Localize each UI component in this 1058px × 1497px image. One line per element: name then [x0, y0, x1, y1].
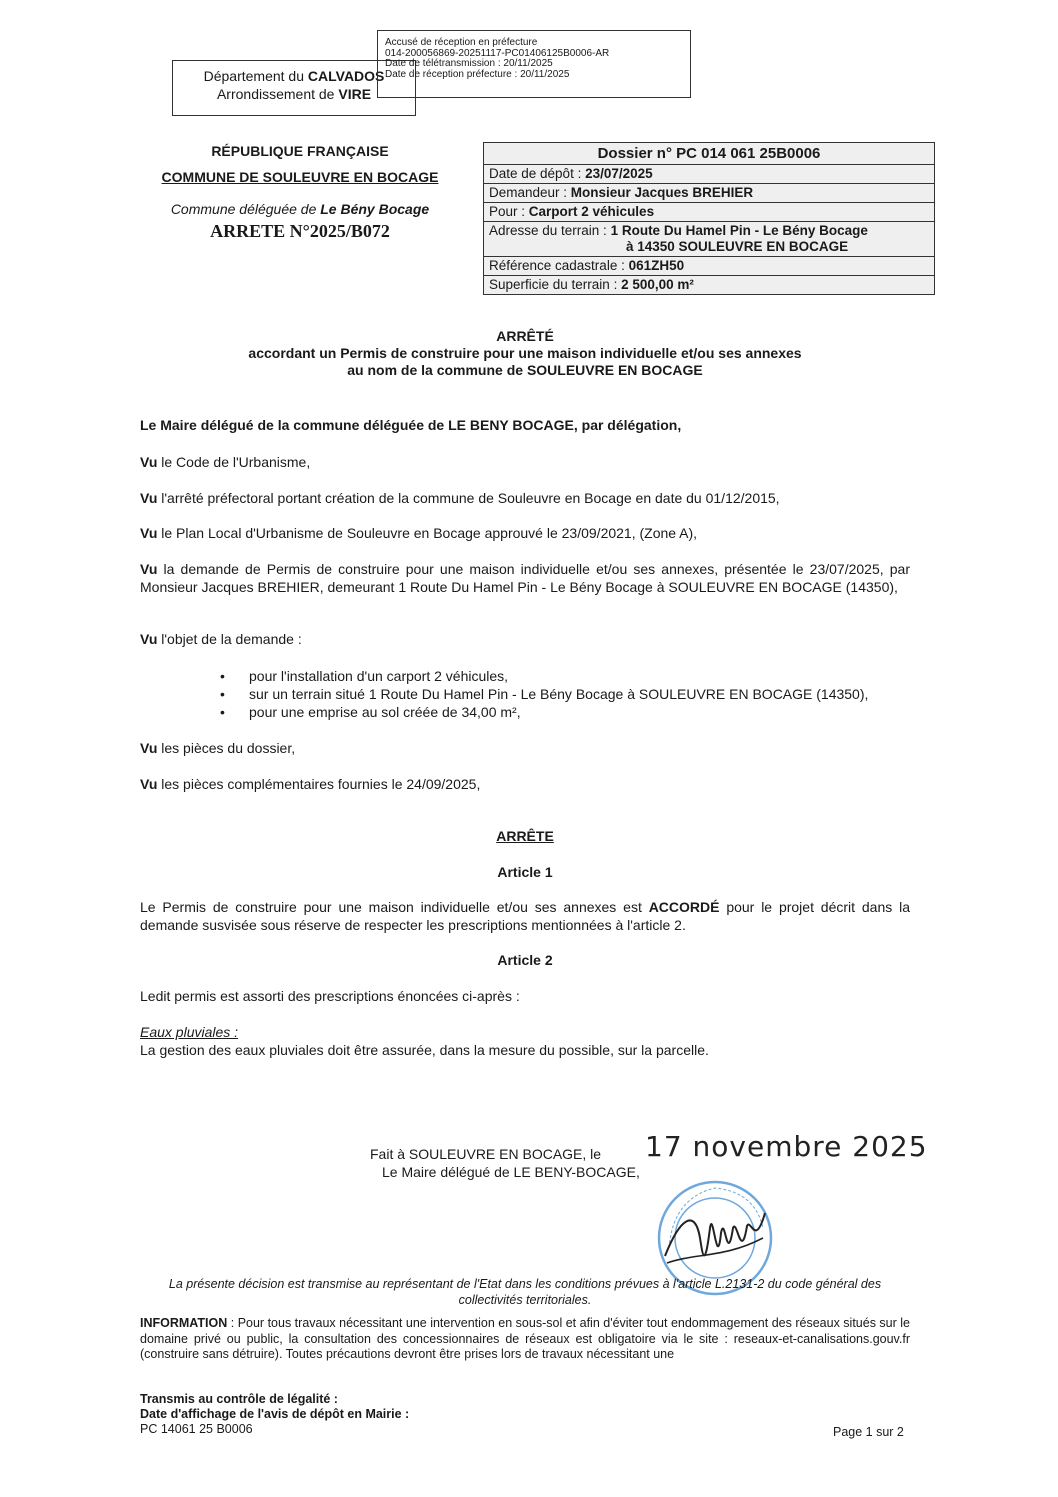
dossier-pour: Pour : Carport 2 véhicules [484, 202, 934, 221]
republique-title: RÉPUBLIQUE FRANÇAISE [211, 143, 389, 159]
reception-line: Accusé de réception en préfecture [385, 37, 538, 48]
departement-prefix: Département du [203, 68, 308, 84]
footer-left [140, 1392, 409, 1437]
vu-paragraph: Vu le Code de l'Urbanisme, [140, 454, 311, 470]
article1-text: Le Permis de construire pour une maison individuelle et/ou ses annexes est ACCORDÉ pour le projet décrit dans la demande susvisée sous réserve de respecter les prescriptions mentionnées à l'article 2. [140, 899, 910, 933]
vu-paragraph: Vu les pièces complémentaires fournies le 24/09/2025, [140, 776, 481, 792]
arrete-subtitle-1: accordant un Permis de construire pour une maison individuelle et/ou ses annexes [248, 345, 802, 361]
reception-line: 014-200056869-20251117-PC01406125B0006-AR [385, 47, 610, 59]
article1-heading: Article 1 [497, 864, 553, 880]
eaux-pluviales-text: La gestion des eaux pluviales doit être assurée, dans la mesure du possible, sur la parcelle. [140, 1042, 709, 1058]
list-item: • sur un terrain situé 1 Route Du Hamel Pin - Le Bény Bocage à SOULEUVRE EN BOCAGE (14350), [220, 685, 920, 703]
arrete-title-block [140, 328, 910, 379]
arrondissement-prefix: Arrondissement de [216, 86, 339, 102]
pc-reference: PC 14061 25 B0006 [140, 1422, 253, 1436]
arrete-title: ARRÊTÉ [496, 328, 554, 344]
dossier-reference: Référence cadastrale : 061ZH50 [484, 256, 934, 275]
reception-line: Date de télétransmission : 20/11/2025 [385, 58, 553, 69]
page-number: Page 1 sur 2 [833, 1425, 904, 1439]
commune-deleguee: Commune déléguée de Le Bény Bocage [170, 201, 430, 217]
arrete-heading: ARRÊTE [496, 828, 554, 844]
arrondissement-name: VIRE [338, 86, 372, 102]
header-left [140, 142, 460, 242]
article2-text: Ledit permis est assorti des prescriptions énoncées ci-après : [140, 988, 520, 1004]
dossier-superficie: Superficie du terrain : 2 500,00 m² [484, 275, 934, 294]
vu-paragraph: Vu le Plan Local d'Urbanisme de Souleuvre en Bocage approuvé le 23/09/2021, (Zone A), [140, 525, 698, 541]
reception-stamp [377, 30, 691, 98]
information-paragraph: INFORMATION : Pour tous travaux nécessitant une intervention en sous-sol et afin d'éviter tout endommagement des réseaux situés sur le domaine privé ou public, la consultation des concessionnaires de réseaux est obligatoire via le site : reseaux-et-canalisations.gouv.fr (construire sans détruire). Toutes précautions devront être prises lors de travaux nécessitant une [140, 1316, 910, 1361]
departement-name: CALVADOS [307, 68, 385, 84]
dossier-table [483, 142, 935, 295]
vu-paragraph: Vu l'arrêté préfectoral portant création de la commune de Souleuvre en Bocage en date du 01/12/2015, [140, 490, 780, 506]
commune-title: COMMUNE DE SOULEUVRE EN BOCAGE [161, 169, 439, 185]
eaux-pluviales-label: Eaux pluviales : [140, 1024, 239, 1040]
reception-line: Date de réception préfecture : 20/11/2025 [385, 68, 570, 80]
dossier-adresse: Adresse du terrain : 1 Route Du Hamel Pin - Le Bény Bocage à 14350 SOULEUVRE EN BOCAGE [484, 221, 934, 256]
article2-heading: Article 2 [497, 952, 553, 968]
dossier-demandeur: Demandeur : Monsieur Jacques BREHIER [484, 183, 934, 202]
intro-paragraph: Le Maire délégué de la commune déléguée de LE BENY BOCAGE, par délégation, [140, 417, 682, 433]
maire-signatory: Le Maire délégué de LE BENY-BOCAGE, [382, 1164, 640, 1180]
vu-paragraph: Vu les pièces du dossier, [140, 740, 296, 756]
dossier-title: Dossier n° PC 014 061 25B0006 [484, 143, 934, 164]
arrete-subtitle-2: au nom de la commune de SOULEUVRE EN BOCAGE [347, 362, 703, 378]
transmis-notice: La présente décision est transmise au représentant de l'Etat dans les conditions prévues à l'article L.2131-2 du code général des collectivités territoriales. [168, 1277, 882, 1307]
arrete-number: ARRETE N°2025/B072 [210, 221, 390, 241]
vu-paragraph: Vu la demande de Permis de construire pour une maison individuelle et/ou ses annexes, présentée le 23/07/2025, par Monsieur Jacques BREHIER, demeurant 1 Route Du Hamel Pin - Le Bény Bocage à SOULEUVRE EN BOCAGE (14350), [140, 561, 910, 595]
date-affichage: Date d'affichage de l'avis de dépôt en Mairie : [140, 1407, 410, 1421]
handwritten-date: 17 novembre 2025 [645, 1130, 928, 1163]
list-item: • pour l'installation d'un carport 2 véhicules, [220, 667, 920, 685]
transmis-controle: Transmis au contrôle de légalité : [140, 1392, 338, 1406]
list-item: • pour une emprise au sol créée de 34,00 m², [220, 703, 920, 721]
objet-list [220, 667, 920, 721]
fait-a-line: Fait à SOULEUVRE EN BOCAGE, le [370, 1146, 602, 1162]
dossier-date-depot: Date de dépôt : 23/07/2025 [484, 164, 934, 183]
vu-paragraph: Vu l'objet de la demande : [140, 631, 302, 647]
